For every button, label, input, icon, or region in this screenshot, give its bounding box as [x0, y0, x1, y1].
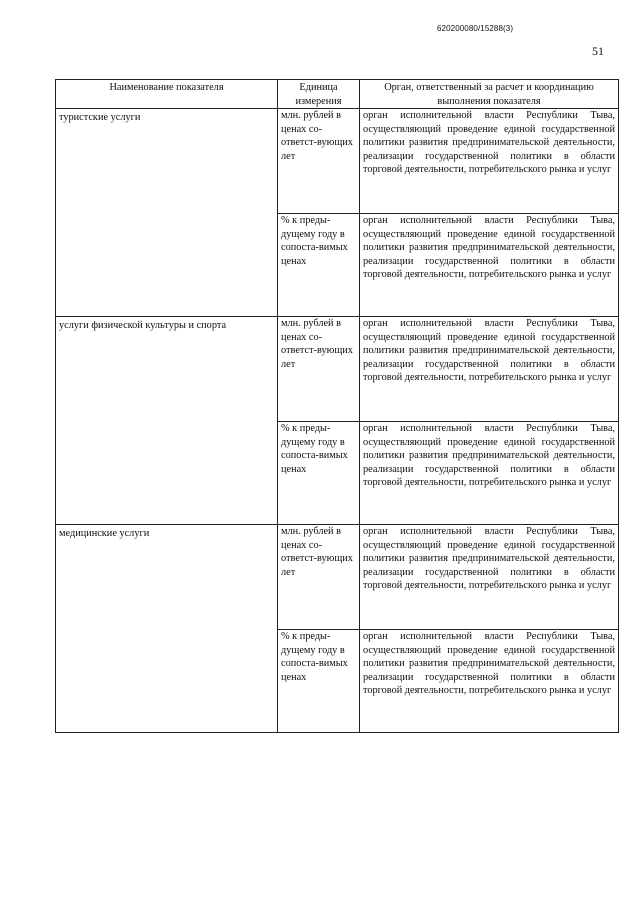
responsible-cell: орган исполнительной власти Республики Тыва, осуществляющий проведение единой государственной политики развития предпринимательской деятельности, реализации государственной политики в области торговой деятельности, потребительского рынка и услуг — [360, 317, 619, 422]
header-responsible-body: Орган, ответственный за расчет и координацию выполнения показателя — [360, 80, 619, 109]
responsible-cell: орган исполнительной власти Республики Тыва, осуществляющий проведение единой государственной политики развития предпринимательской деятельности, реализации государственной политики в области торговой деятельности, потребительского рынка и услуг — [360, 525, 619, 630]
unit-cell: млн. рублей в ценах со-ответст-вующих лет — [278, 525, 360, 630]
table-header-row — [56, 80, 619, 109]
table-row — [56, 525, 619, 630]
responsible-cell: орган исполнительной власти Республики Тыва, осуществляющий проведение единой государственной политики развития предпринимательской деятельности, реализации государственной политики в области торговой деятельности, потребительского рынка и услуг — [360, 630, 619, 733]
indicators-table — [55, 79, 619, 733]
unit-cell: % к преды-дущему году в сопоста-вимых ценах — [278, 214, 360, 317]
unit-cell: млн. рублей в ценах со-ответст-вующих лет — [278, 317, 360, 422]
responsible-cell: орган исполнительной власти Республики Тыва, осуществляющий проведение единой государственной политики развития предпринимательской деятельности, реализации государственной политики в области торговой деятельности, потребительского рынка и услуг — [360, 422, 619, 525]
indicator-tourist-services: туристские услуги — [56, 109, 278, 317]
header-indicator-name: Наименование показателя — [56, 80, 278, 109]
indicator-sports-services: услуги физической культуры и спорта — [56, 317, 278, 525]
document-id: 620200080/15288(3) — [437, 24, 514, 33]
unit-cell: % к преды-дущему году в сопоста-вимых ценах — [278, 422, 360, 525]
table-row — [56, 109, 619, 214]
unit-cell: % к преды-дущему году в сопоста-вимых ценах — [278, 630, 360, 733]
responsible-cell: орган исполнительной власти Республики Тыва, осуществляющий проведение единой государственной политики развития предпринимательской деятельности, реализации государственной политики в области торговой деятельности, потребительского рынка и услуг — [360, 109, 619, 214]
responsible-cell: орган исполнительной власти Республики Тыва, осуществляющий проведение единой государственной политики развития предпринимательской деятельности, реализации государственной политики в области торговой деятельности, потребительского рынка и услуг — [360, 214, 619, 317]
header-unit: Единица измерения — [278, 80, 360, 109]
indicator-medical-services: медицинские услуги — [56, 525, 278, 733]
table-row — [56, 317, 619, 422]
unit-cell: млн. рублей в ценах со-ответст-вующих лет — [278, 109, 360, 214]
page-number: 51 — [592, 44, 604, 58]
